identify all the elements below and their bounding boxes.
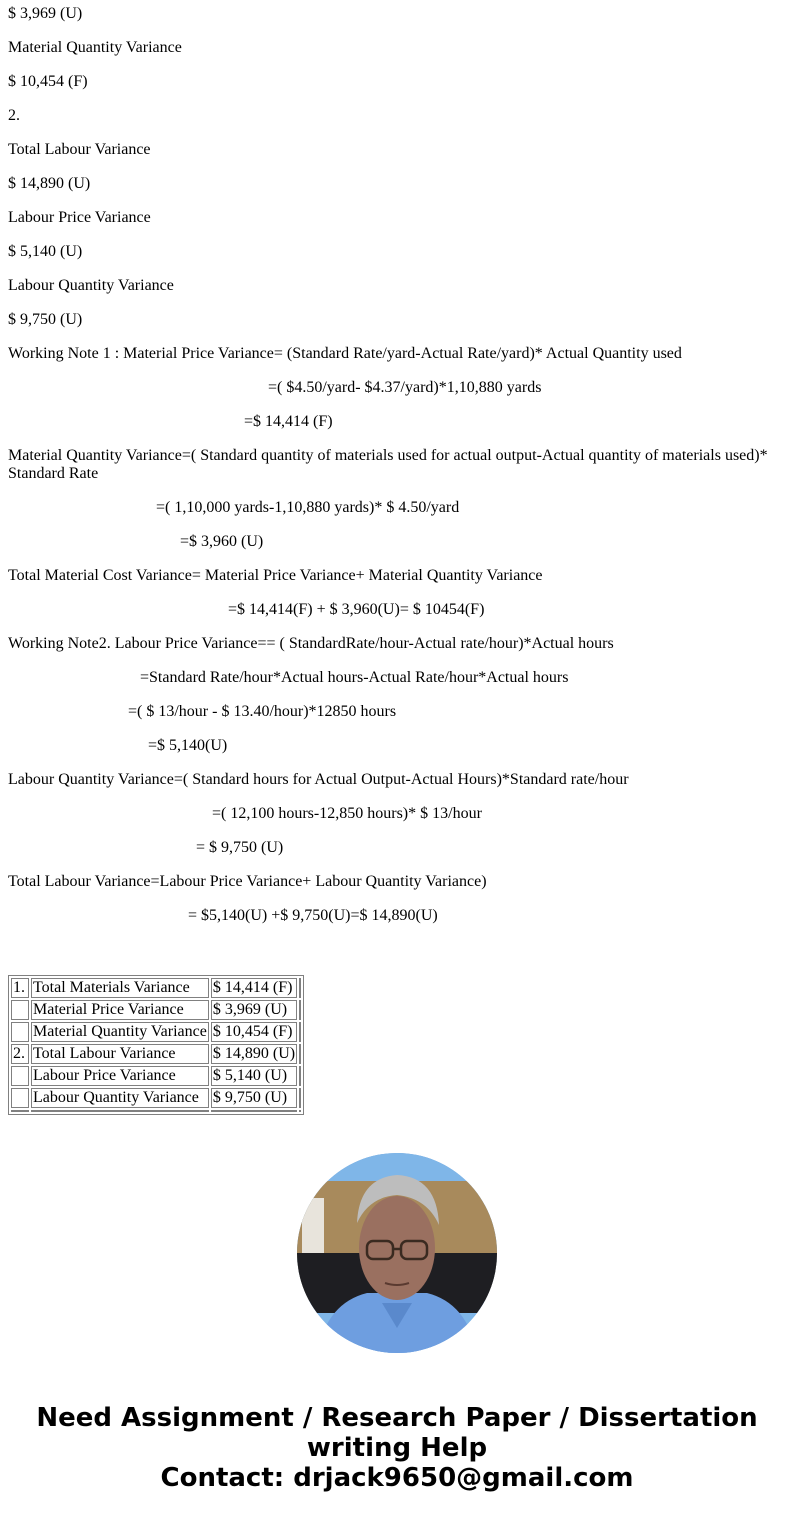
row-value: $ 9,750 (U)	[211, 1088, 297, 1108]
empty-cell	[299, 1022, 301, 1042]
portrait-photo-icon	[297, 1153, 497, 1353]
promo-line-1: Need Assignment / Research Paper / Dissertation	[36, 1403, 758, 1433]
row-value: $ 5,140 (U)	[211, 1066, 297, 1086]
row-number	[11, 1022, 29, 1042]
table-row	[11, 978, 301, 998]
row-label: Total Materials Variance	[31, 978, 209, 998]
empty-cell	[11, 1110, 29, 1112]
row-label: Labour Price Variance	[31, 1066, 209, 1086]
working-note-2-result: =$ 5,140(U)	[148, 737, 228, 754]
contact-email: Contact: drjack9650@gmail.com	[160, 1463, 634, 1493]
empty-cell	[299, 1000, 301, 1020]
summary-label: Total Labour Variance	[8, 141, 151, 158]
row-value: $ 14,414 (F)	[211, 978, 297, 998]
table-row	[11, 1066, 301, 1086]
table-row	[11, 1044, 301, 1064]
empty-cell	[211, 1110, 297, 1112]
total-labour-variance-heading: Total Labour Variance=Labour Price Variance+ Labour Quantity Variance)	[8, 873, 487, 890]
summary-value: $ 9,750 (U)	[8, 311, 83, 328]
working-note-1-calc: =( $4.50/yard- $4.37/yard)*1,10,880 yards	[268, 379, 542, 396]
material-quantity-variance-calc: =( 1,10,000 yards-1,10,880 yards)* $ 4.50/yard	[156, 499, 460, 516]
material-quantity-variance-heading: Material Quantity Variance=( Standard quantity of materials used for actual output-Actual quantity of materials used)* Standard Rate	[8, 447, 768, 482]
working-note-2-calc: =( $ 13/hour - $ 13.40/hour)*12850 hours	[128, 703, 397, 720]
labour-quantity-variance-calc: =( 12,100 hours-12,850 hours)* $ 13/hour	[212, 805, 482, 822]
variance-summary-table	[8, 975, 304, 1115]
row-number	[11, 1088, 29, 1108]
row-number: 1.	[11, 978, 29, 998]
row-label: Material Price Variance	[31, 1000, 209, 1020]
table-row	[11, 1088, 301, 1108]
row-value: $ 10,454 (F)	[211, 1022, 297, 1042]
summary-value: $ 10,454 (F)	[8, 73, 88, 90]
table-row	[11, 1000, 301, 1020]
row-number	[11, 1066, 29, 1086]
table-row	[11, 1022, 301, 1042]
empty-cell	[299, 1044, 301, 1064]
working-note-1-heading: Working Note 1 : Material Price Variance= (Standard Rate/yard-Actual Rate/yard)* Actual Quantity used	[8, 345, 682, 362]
total-material-cost-variance-calc: =$ 14,414(F) + $ 3,960(U)= $ 10454(F)	[228, 601, 485, 618]
working-note-2-heading: Working Note2. Labour Price Variance== ( StandardRate/hour-Actual rate/hour)*Actual hours	[8, 635, 614, 652]
row-value: $ 14,890 (U)	[212, 1045, 296, 1062]
total-labour-variance-calc: = $5,140(U) +$ 9,750(U)=$ 14,890(U)	[188, 907, 438, 924]
labour-quantity-variance-heading: Labour Quantity Variance=( Standard hours for Actual Output-Actual Hours)*Standard rate/hour	[8, 771, 629, 788]
row-label: Total Labour Variance	[31, 1044, 209, 1064]
working-note-1-result: =$ 14,414 (F)	[244, 413, 333, 430]
summary-value: $ 3,969 (U)	[8, 5, 83, 22]
summary-value: $ 5,140 (U)	[8, 243, 83, 260]
avatar	[297, 1153, 497, 1353]
empty-cell	[31, 1110, 209, 1112]
summary-label: Material Quantity Variance	[8, 39, 182, 56]
row-value: $ 3,969 (U)	[211, 1000, 297, 1020]
empty-cell	[299, 978, 301, 998]
empty-cell	[299, 1066, 301, 1086]
row-label: Material Quantity Variance	[33, 1023, 207, 1040]
material-quantity-variance-result: =$ 3,960 (U)	[180, 533, 264, 550]
row-number	[11, 1000, 29, 1020]
total-material-cost-variance-heading: Total Material Cost Variance= Material Price Variance+ Material Quantity Variance	[8, 567, 543, 584]
summary-label: Labour Quantity Variance	[8, 277, 174, 294]
labour-quantity-variance-result: = $ 9,750 (U)	[196, 839, 284, 856]
working-note-2-formula: =Standard Rate/hour*Actual hours-Actual Rate/hour*Actual hours	[140, 669, 569, 686]
summary-value: $ 14,890 (U)	[8, 175, 91, 192]
row-label: Labour Quantity Variance	[31, 1088, 209, 1108]
empty-cell	[299, 1088, 301, 1108]
promo-line-2: writing Help	[306, 1433, 488, 1463]
summary-number: 2.	[8, 107, 20, 124]
row-number: 2.	[11, 1044, 29, 1064]
promo-footer	[0, 1403, 794, 1493]
summary-label: Labour Price Variance	[8, 209, 151, 226]
empty-cell	[299, 1110, 301, 1112]
table-row-empty	[11, 1110, 301, 1112]
